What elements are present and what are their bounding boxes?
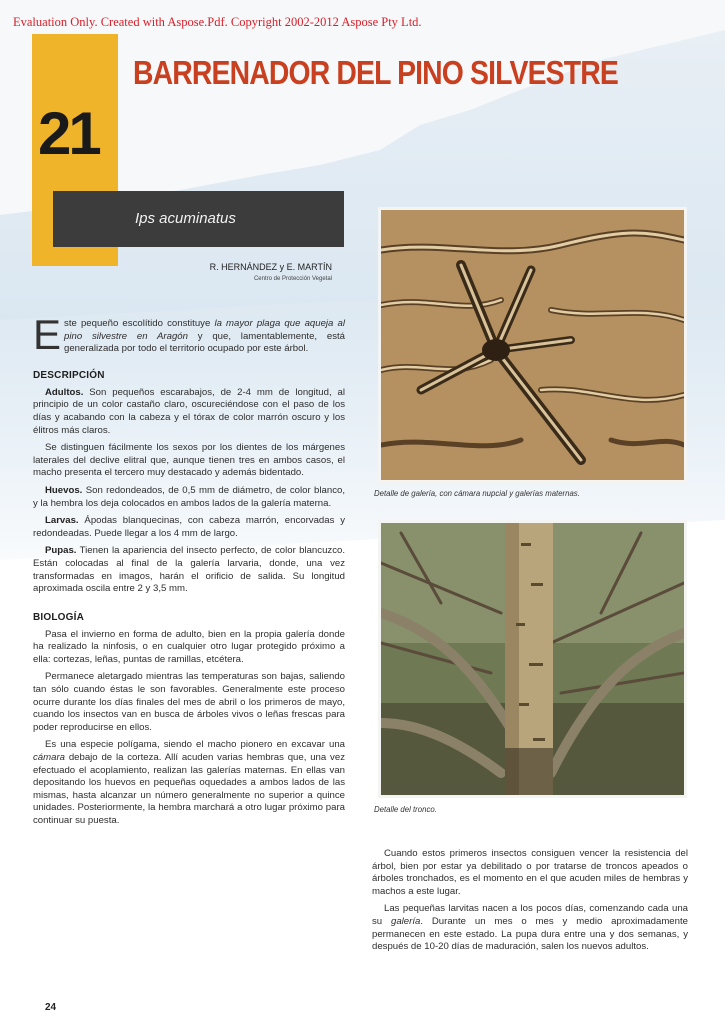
paragraph-biologia-5: Las pequeñas larvitas nacen a los pocos días, comenzando cada una su galería. Durante un mes o mes y medio aproximadamente permanecen en este estado. La pupa dura entre una y dos semanas, y después de 10-20 días de maduración, salen los nuevos adultos. [372, 903, 688, 953]
figure-caption-1: Detalle de galería, con cámara nupcial y galerías maternas. [374, 489, 580, 498]
dropcap: E [33, 311, 62, 358]
figure-caption-2: Detalle del tronco. [374, 805, 437, 814]
paragraph-huevos: Huevos. Son redondeados, de 0,5 mm de diámetro, de color blanco, y la hembra los deja colocados en ambos lados de la galería materna. [33, 484, 345, 509]
authors: R. HERNÁNDEZ y E. MARTÍN [209, 262, 332, 272]
page-title: BARRENADOR DEL PINO SILVESTRE [133, 54, 618, 91]
paragraph-sexos: Se distinguen fácilmente los sexos por los dientes de los márgenes laterales del declive elitral que, aunque tienen tres en ambos casos, el macho presenta el tercero muy destacado y además bidentado. [33, 442, 345, 479]
watermark: Evaluation Only. Created with Aspose.Pdf. Copyright 2002-2012 Aspose Pty Ltd. [13, 15, 422, 29]
right-column [372, 848, 688, 959]
paragraph-biologia-2: Permanece aletargado mientras las temperaturas son bajas, saliendo tan sólo cuando éstas le son favorables. Generalmente este proceso ocurre durante los días finales del mes de abril o los primeros de mayo, cuando los insectos van en busca de árboles vivos o leñas frescas para poder reproducirse en ellos. [33, 671, 345, 733]
chapter-number: 21 [38, 100, 99, 167]
intro-paragraph: Este pequeño escolítido constituye la mayor plaga que aqueja al pino silvestre en Aragón y que, lamentablemente, está generalizada por todo el territorio ocupado por este árbol. [33, 311, 345, 358]
paragraph-adultos: Adultos. Son pequeños escarabajos, de 2-4 mm de longitud, al principio de un color castaño claro, oscureciéndose con el paso de los días y acabando con la cabeza y el tórax de color marrón oscuro y los élitros más claros. [33, 386, 345, 436]
photo-gallery-detail [378, 207, 687, 483]
paragraph-larvas: Larvas. Ápodas blanquecinas, con cabeza marrón, encorvadas y redondeadas. Puede llegar a los 4 mm de largo. [33, 515, 345, 539]
page-number: 24 [45, 1002, 57, 1013]
species-name: Ips acuminatus [135, 210, 236, 227]
paragraph-biologia-3: Es una especie polígama, siendo el macho pionero en excavar una cámara debajo de la corteza. Allí acuden varias hembras que, una vez efectuado el acoplamiento, realizan las galerías maternas. En ellas van depositando los huevos en pequeñas oquedades a ambos lados de las mismas, hasta alcanzar un número generalmente no superior a quince unidades. Posteriormente, la hembra marchará a otro lugar próximo para continuar su puesta. [33, 739, 345, 826]
left-column [33, 311, 345, 833]
section-heading-descripcion: DESCRIPCIÓN [33, 369, 105, 381]
paragraph-biologia-1: Pasa el invierno en forma de adulto, bien en la propia galería donde ha realizado la ninfosis, o en cualquier otro lugar protegido próximo a ella: cortezas, leñas, puntas de ramillas, etcétera. [33, 628, 345, 665]
paragraph-biologia-4: Cuando estos primeros insectos consiguen vencer la resistencia del árbol, bien por estar ya debilitado o por tratarse de troncos apeados o árboles tronchados, es el momento en el que acuden miles de hembras y machos a este lugar. [372, 848, 688, 897]
section-heading-biologia: BIOLOGÍA [33, 611, 85, 623]
photo-trunk-detail [378, 520, 687, 798]
affiliation: Centro de Protección Vegetal [253, 276, 332, 282]
paragraph-pupas: Pupas. Tienen la apariencia del insecto perfecto, de color blancuzco. Están colocadas al final de la galería larvaria, donde, una vez transformadas en imagos, harán el orificio de salida. Su longitud aproximada oscila entre 2 y 3,5 mm. [33, 545, 345, 595]
